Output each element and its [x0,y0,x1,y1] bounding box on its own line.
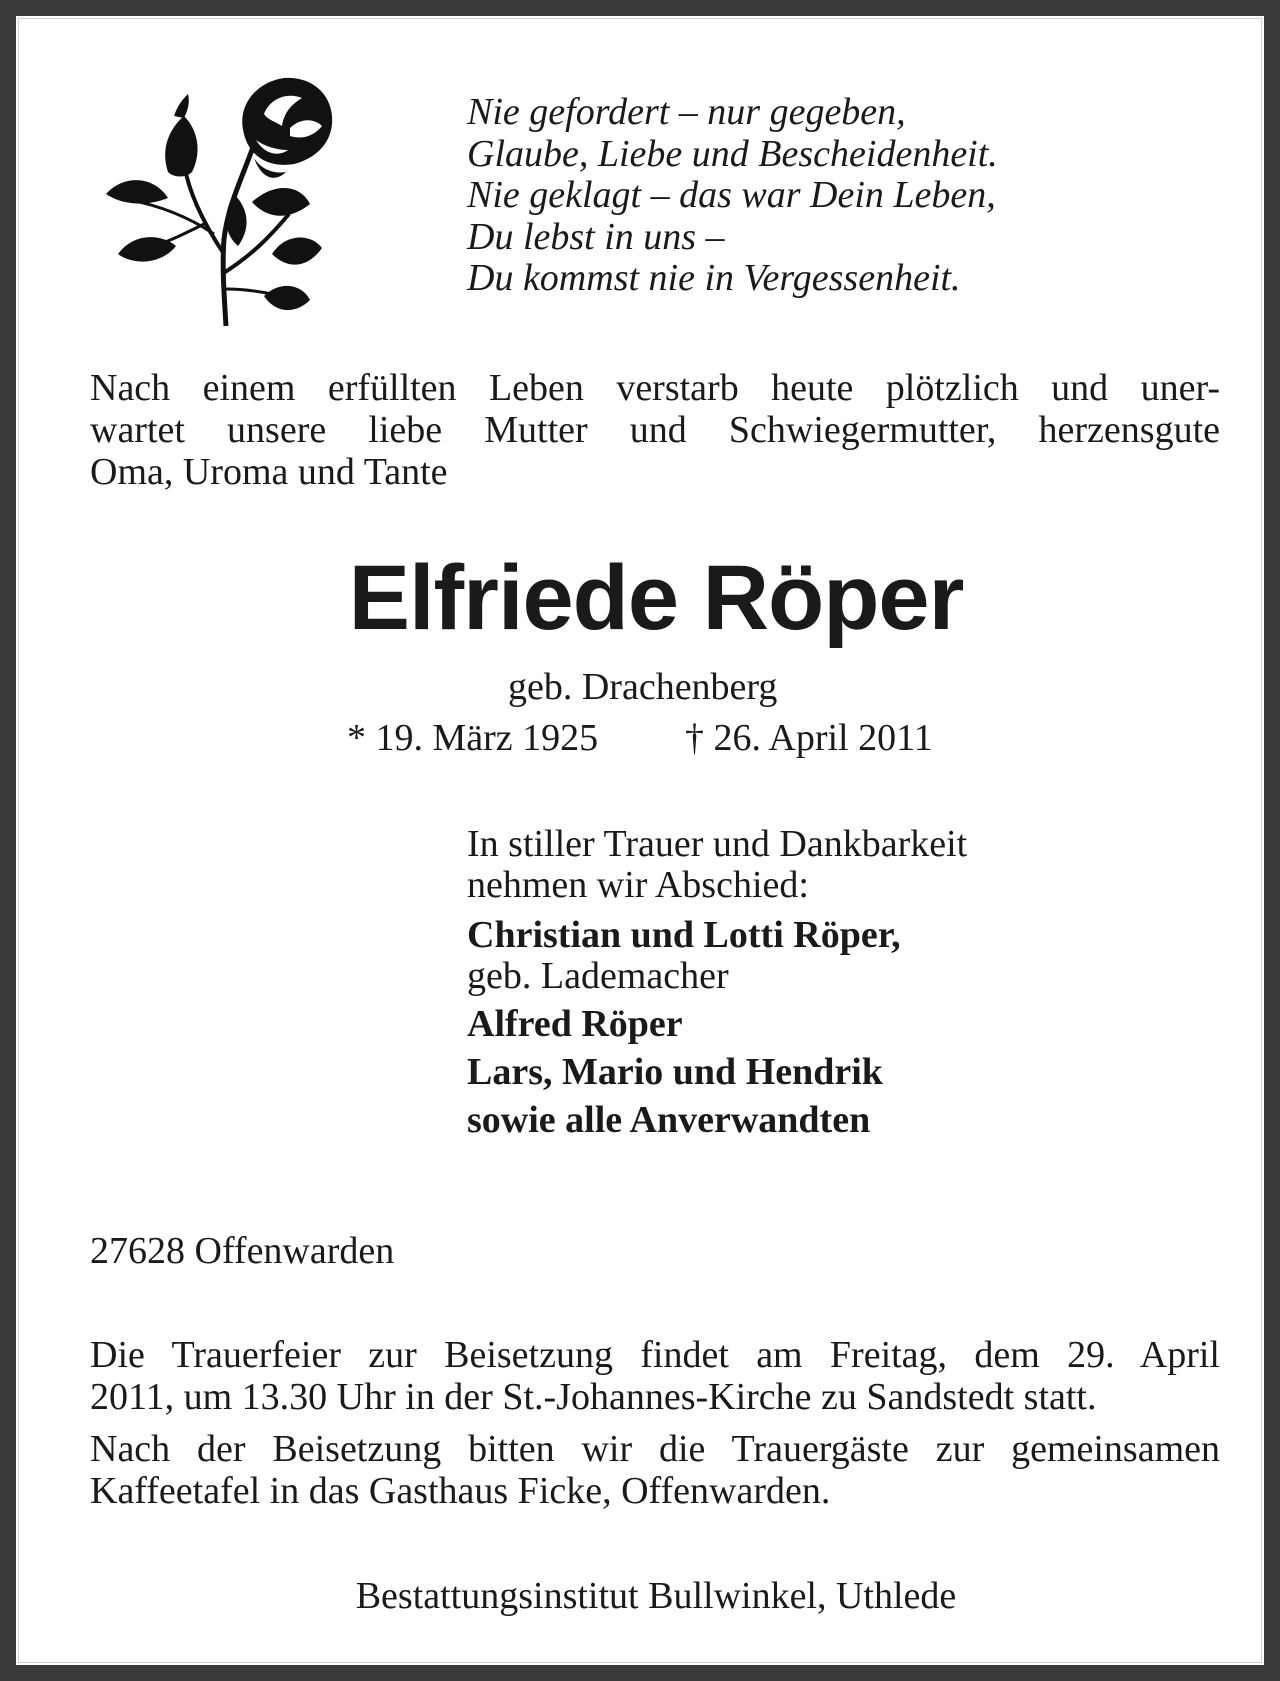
intro-paragraph [90,367,1220,493]
poem-line: Du kommst nie in Vergessenheit. [467,257,961,299]
poem-line: Du lebst in uns – [467,215,725,258]
coffee-line: Nach der Beisetzung bitten wir die Trauergäste zur gemeinsamen [90,1428,1220,1470]
mourner-note: geb. Lademacher [467,955,729,997]
ceremony-line: 2011, um 13.30 Uhr in der St.-Johannes-Kirche zu Sandstedt statt. [90,1376,1097,1418]
poem [467,92,998,300]
mourners-block [467,824,967,1141]
coffee-line: Kaffeetafel in das Gasthaus Ficke, Offenwarden. [90,1470,831,1512]
ceremony-line: Die Trauerfeier zur Beisetzung findet am Freitag, dem 29. April [90,1334,1220,1376]
mourner-name: sowie alle Anverwandten [467,1099,871,1141]
mourner-name: Lars, Mario und Hendrik [467,1051,883,1093]
intro-line: Nach einem erfüllten Leben verstarb heute plötzlich und uner- [90,367,1220,409]
rose-icon [104,74,344,334]
place: 27628 Offenwarden [90,1230,395,1272]
coffee-paragraph [90,1428,1220,1512]
deceased-name: Elfriede Röper [348,547,964,649]
intro-line: Oma, Uroma und Tante [90,451,448,493]
undertaker: Bestattungsinstitut Bullwinkel, Uthlede [355,1575,957,1617]
poem-line: Nie gefordert – nur gegeben, [467,91,906,133]
poem-line: Nie geklagt – das war Dein Leben, [467,174,996,216]
mourners-intro: In stiller Trauer und Dankbarkeit [467,823,968,865]
mourner-name: Alfred Röper [467,1003,683,1045]
mourner-name: Christian und Lotti Röper, [467,914,901,956]
poem-line: Glaube, Liebe und Bescheidenheit. [467,132,998,175]
ceremony-paragraph [90,1334,1220,1418]
death-date: † 26. April 2011 [685,717,933,759]
birth-date: * 19. März 1925 [347,717,599,759]
intro-line: wartet unsere liebe Mutter und Schwiegermutter, herzensgute [90,409,1220,451]
maiden-name: geb. Drachenberg [508,666,778,708]
mourners-intro: nehmen wir Abschied: [467,864,809,906]
